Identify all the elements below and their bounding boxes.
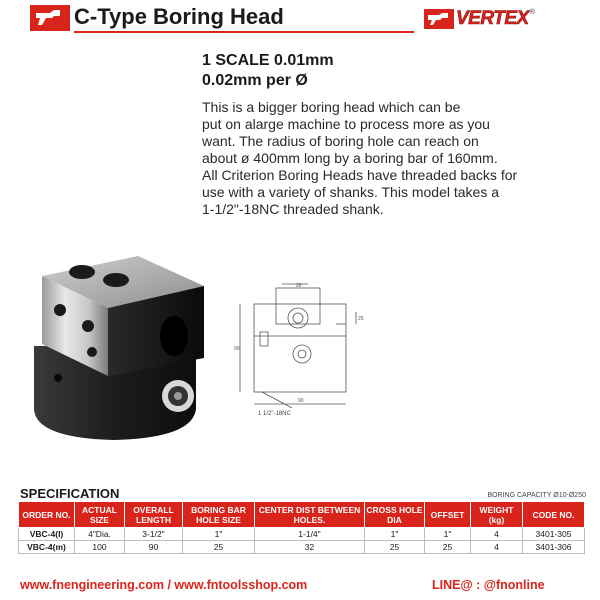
spec-table <box>18 501 585 554</box>
cell-bar-hole-size: 25 <box>183 541 255 554</box>
registered-mark: ® <box>529 8 535 16</box>
dim-top: 26 <box>296 283 302 289</box>
tool-logo-icon <box>30 5 70 31</box>
vertex-logo-icon <box>424 9 454 29</box>
thread-label: 1 1/2"-18NC <box>258 411 291 417</box>
dim-bottom: 90 <box>298 398 304 404</box>
description-line: All Criterion Boring Heads have threaded backs for <box>202 167 518 183</box>
cell-overall-length: 90 <box>125 541 183 554</box>
cell-offset: 25 <box>425 541 471 554</box>
boring-head-image <box>28 248 212 444</box>
col-bar-hole-size: BORING BAR HOLE SIZE <box>183 502 255 528</box>
table-row <box>19 528 585 541</box>
title-underline <box>74 31 414 33</box>
cell-center-dist: 1-1/4" <box>255 528 365 541</box>
footer-websites[interactable]: www.fnengineering.com / www.fntoolsshop.com <box>20 578 308 592</box>
col-center-dist: CENTER DIST BETWEEN HOLES. <box>255 502 365 528</box>
brand-name: VERTEX <box>456 8 529 29</box>
cell-weight: 4 <box>471 528 523 541</box>
col-overall-length: OVERALL LENGTH <box>125 502 183 528</box>
table-header-row <box>19 502 585 528</box>
col-actual-size: ACTUAL SIZE <box>75 502 125 528</box>
product-description <box>202 99 582 218</box>
cell-code-no: 3401-305 <box>523 528 585 541</box>
boring-capacity: BORING CAPACITY Ø10-Ø250 <box>487 492 586 499</box>
page-header <box>0 0 600 36</box>
description-line: 1-1/2"-18NC threaded shank. <box>202 201 384 217</box>
scale-line-1: 1 SCALE 0.01mm <box>202 52 334 69</box>
description-line: use with a variety of shanks. This model takes a <box>202 184 499 200</box>
cell-overall-length: 3-1/2" <box>125 528 183 541</box>
cell-cross-hole-dia: 1" <box>365 528 425 541</box>
col-weight: WEIGHT (kg) <box>471 502 523 528</box>
footer-line-id[interactable]: LINE@ : @fnonline <box>432 578 545 592</box>
scale-line-2: 0.02mm per Ø <box>202 72 308 89</box>
cell-actual-size: 100 <box>75 541 125 554</box>
spec-title: SPECIFICATION <box>20 486 120 501</box>
cell-code-no: 3401-306 <box>523 541 585 554</box>
table-row <box>19 541 585 554</box>
description-line: put on alarge machine to process more as you <box>202 116 490 132</box>
scale-info <box>202 51 334 91</box>
cell-weight: 4 <box>471 541 523 554</box>
cell-order-no: VBC-4(m) <box>19 541 75 554</box>
dim-right: 25 <box>358 316 364 322</box>
cell-center-dist: 32 <box>255 541 365 554</box>
col-offset: OFFSET <box>425 502 471 528</box>
description-line: This is a bigger boring head which can be <box>202 99 461 115</box>
dim-left: 90 <box>234 346 240 352</box>
technical-drawing <box>232 282 362 418</box>
cell-offset: 1" <box>425 528 471 541</box>
description-line: about ø 400mm long by a boring bar of 160mm. <box>202 150 498 166</box>
description-line: want. The radius of boring hole can reach on <box>202 133 479 149</box>
cell-order-no: VBC-4(I) <box>19 528 75 541</box>
cell-bar-hole-size: 1" <box>183 528 255 541</box>
col-code-no: CODE NO. <box>523 502 585 528</box>
cell-cross-hole-dia: 25 <box>365 541 425 554</box>
page-title: C-Type Boring Head <box>74 4 284 29</box>
col-order-no: ORDER NO. <box>19 502 75 528</box>
col-cross-hole-dia: CROSS HOLE DIA <box>365 502 425 528</box>
brand-logo <box>424 8 535 30</box>
cell-actual-size: 4"Dia. <box>75 528 125 541</box>
